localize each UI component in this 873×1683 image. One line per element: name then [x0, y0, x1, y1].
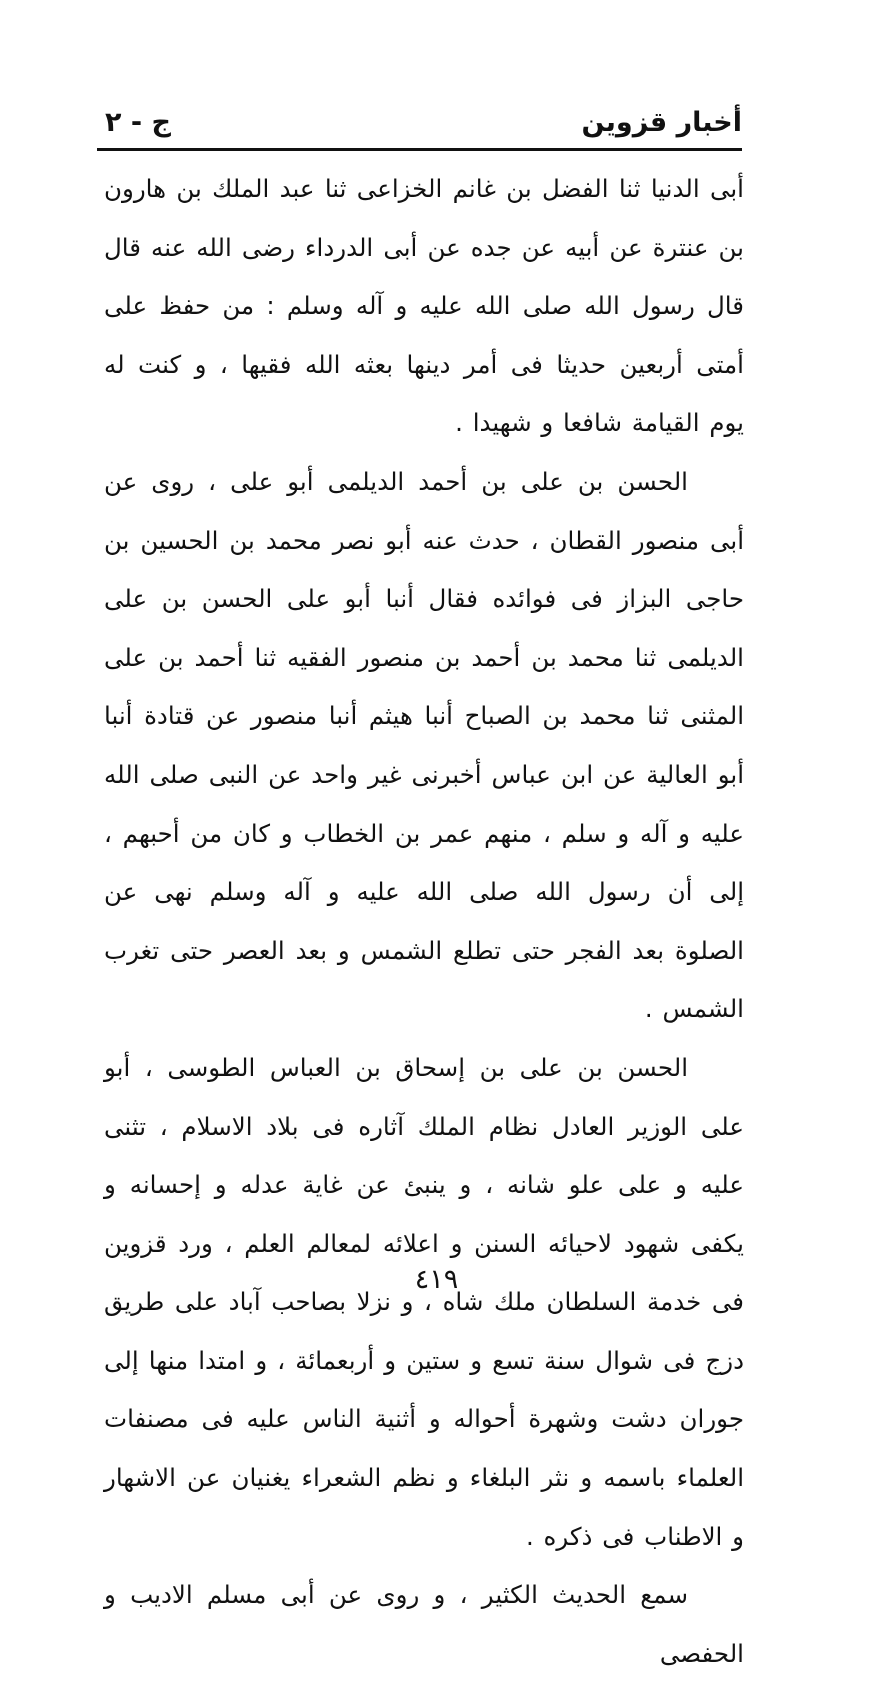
- header-rule: [97, 148, 742, 151]
- paragraph-nizam-al-mulk: الحسن بن على بن إسحاق بن العباس الطوسى ، أبو على الوزير العادل نظام الملك آثاره فى بلاد الاسلام ، تثنى عليه و على علو شانه ، و ينبئ عن غاية عدله و إحسانه و يكفى شهود لاحيائه السنن و اعلائه لمعالم العلم ، ورد قزوين فى خدمة السلطان ملك شاه ، و نزلا بصاحب آباد على طريق دزج فى شوال سنة تسع و ستين و أربعمائة ، و امتدا منها إلى جوران دشت وشهرة أحواله و أثنية الناس عليه فى مصنفات العلماء باسمه و نثر البلغاء و نظم الشعراء يغنيان عن الاشهار و الاطناب فى ذكره .: [104, 1052, 744, 1551]
- paragraph-hadith-continuation: أبى الدنيا ثنا الفضل بن غانم الخزاعى ثنا عبد الملك بن هارون بن عنترة عن أبيه عن جده عن أبى الدرداء رضى الله عنه قال قال رسول الله صلى الله عليه و آله وسلم : من حفظ على أمتى أربعين حديثا فى أمر دينها بعثه الله فقيها ، و كنت له يوم القيامة شافعا و شهيدا .: [104, 174, 744, 438]
- page-number: ٤١٩: [414, 1264, 459, 1295]
- paragraph-hadith-heard: سمع الحديث الكثير ، و روى عن أبى مسلم الاديب و الحفصى: [104, 1580, 744, 1668]
- running-title: أخبار قزوين: [581, 107, 742, 138]
- volume-number: ج - ٢: [105, 107, 171, 138]
- page-header: [97, 103, 742, 143]
- body-text: [104, 160, 744, 1683]
- paragraph-hasan-daylami: الحسن بن على بن أحمد الديلمى أبو على ، روى عن أبى منصور القطان ، حدث عنه أبو نصر محمد بن الحسين بن حاجى البزاز فى فوائده فقال أنبا أبو على الحسن بن على الديلمى ثنا محمد بن أحمد بن منصور الفقيه ثنا أحمد بن على المثنى ثنا محمد بن الصباح أنبا هيثم أنبا منصور عن قتادة أنبا أبو العالية عن ابن عباس أخبرنى غير واحد عن النبى صلى الله عليه و آله و سلم ، منهم عمر بن الخطاب و كان من أحبهم ، إلى أن رسول الله صلى الله عليه و آله وسلم نهى عن الصلوة بعد الفجر حتى تطلع الشمس و بعد العصر حتى تغرب الشمس .: [104, 466, 744, 1024]
